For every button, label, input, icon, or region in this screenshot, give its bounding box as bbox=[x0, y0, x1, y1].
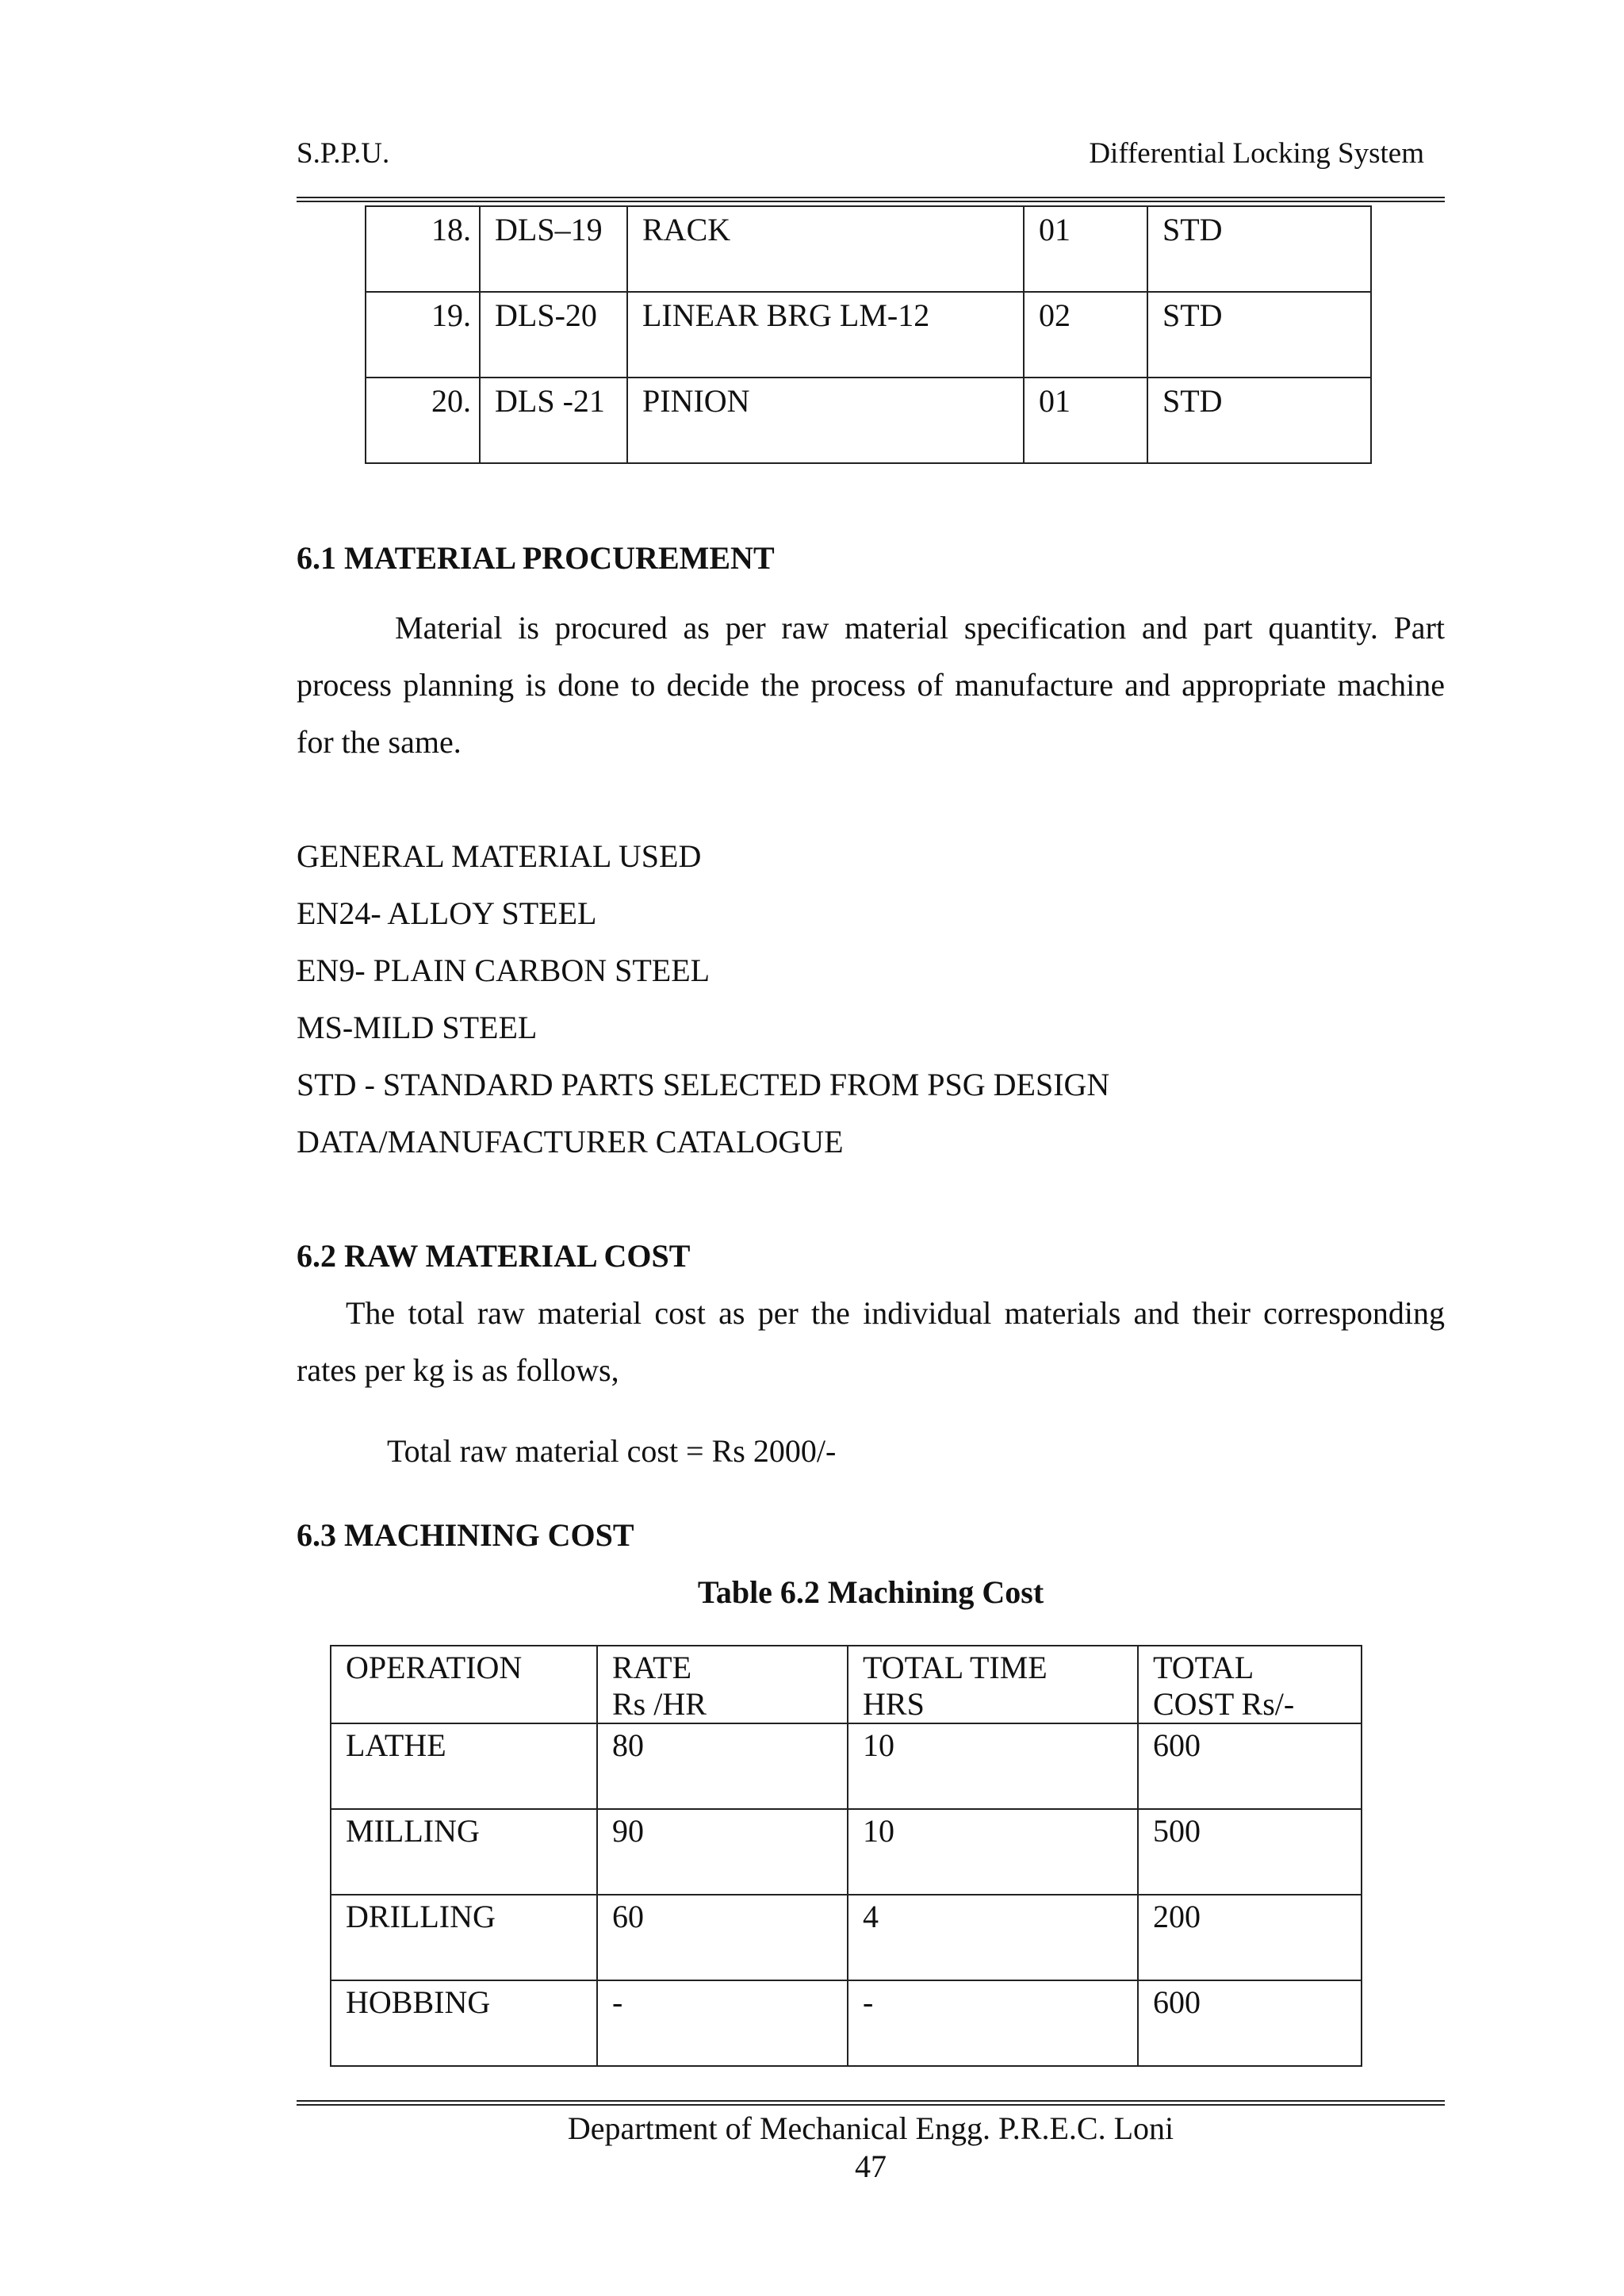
material-line: STD - STANDARD PARTS SELECTED FROM PSG DESIGN bbox=[297, 1067, 1110, 1102]
table-cell: 20. bbox=[366, 378, 480, 463]
page-number: 47 bbox=[855, 2148, 887, 2184]
table-cell: MILLING bbox=[331, 1809, 597, 1895]
header-line: TOTAL bbox=[1153, 1650, 1254, 1685]
header-rule bbox=[297, 197, 1445, 202]
table-cell: LINEAR BRG LM-12 bbox=[627, 292, 1024, 378]
parts-table bbox=[365, 205, 1372, 464]
table-cell: 01 bbox=[1024, 378, 1147, 463]
header-line: OPERATION bbox=[346, 1650, 523, 1685]
table-cell: 18. bbox=[366, 206, 480, 292]
table-cell: STD bbox=[1147, 292, 1371, 378]
table-row bbox=[331, 1980, 1362, 2066]
footer-rule bbox=[297, 2100, 1445, 2106]
table-cell: - bbox=[848, 1980, 1138, 2066]
material-line: MS-MILD STEEL bbox=[297, 1010, 538, 1045]
table-cell: 80 bbox=[597, 1723, 848, 1809]
table-cell: 60 bbox=[597, 1895, 848, 1980]
table-cell: 02 bbox=[1024, 292, 1147, 378]
table-caption: Table 6.2 Machining Cost bbox=[697, 1574, 1044, 1610]
table-row bbox=[366, 378, 1371, 463]
section-heading-6-1: 6.1 MATERIAL PROCUREMENT bbox=[297, 540, 775, 576]
table-row bbox=[366, 292, 1371, 378]
table-row bbox=[331, 1723, 1362, 1809]
material-line: EN9- PLAIN CARBON STEEL bbox=[297, 953, 710, 988]
table-cell: STD bbox=[1147, 378, 1371, 463]
table-cell: 4 bbox=[848, 1895, 1138, 1980]
table-cell: 10 bbox=[848, 1723, 1138, 1809]
table-header-cell bbox=[331, 1646, 597, 1723]
header-line: COST Rs/- bbox=[1153, 1686, 1295, 1722]
machining-cost-table bbox=[330, 1645, 1362, 2067]
section-heading-6-2: 6.2 RAW MATERIAL COST bbox=[297, 1238, 691, 1274]
table-row bbox=[331, 1809, 1362, 1895]
table-cell: 500 bbox=[1138, 1809, 1362, 1895]
table-header-cell bbox=[1138, 1646, 1362, 1723]
table-cell: PINION bbox=[627, 378, 1024, 463]
table-cell: DLS–19 bbox=[480, 206, 627, 292]
table-cell: DRILLING bbox=[331, 1895, 597, 1980]
material-line: GENERAL MATERIAL USED bbox=[297, 838, 702, 874]
header-line: RATE bbox=[612, 1650, 691, 1685]
table-row bbox=[366, 206, 1371, 292]
table-cell: RACK bbox=[627, 206, 1024, 292]
table-cell: 600 bbox=[1138, 1980, 1362, 2066]
table-cell: 600 bbox=[1138, 1723, 1362, 1809]
table-cell: - bbox=[597, 1980, 848, 2066]
total-raw-material-cost: Total raw material cost = Rs 2000/- bbox=[387, 1433, 837, 1469]
header-line: HRS bbox=[863, 1686, 925, 1722]
table-cell: 19. bbox=[366, 292, 480, 378]
paragraph-material-procurement: Material is procured as per raw material specification and part quantity. Part process planning is done to decide the process of manufacture and appropriate machine for the same. bbox=[297, 610, 1445, 760]
material-line: DATA/MANUFACTURER CATALOGUE bbox=[297, 1124, 844, 1159]
table-cell: DLS -21 bbox=[480, 378, 627, 463]
paragraph-raw-material-cost: The total raw material cost as per the individual materials and their corresponding rates per kg is as follows, bbox=[297, 1295, 1445, 1388]
table-cell: 90 bbox=[597, 1809, 848, 1895]
table-cell: HOBBING bbox=[331, 1980, 597, 2066]
header-line: Rs /HR bbox=[612, 1686, 707, 1722]
material-line: EN24- ALLOY STEEL bbox=[297, 895, 597, 931]
section-heading-6-3: 6.3 MACHINING COST bbox=[297, 1517, 634, 1553]
header-left: S.P.P.U. bbox=[297, 137, 390, 170]
table-cell: 01 bbox=[1024, 206, 1147, 292]
table-cell: STD bbox=[1147, 206, 1371, 292]
header-line: TOTAL TIME bbox=[863, 1650, 1048, 1685]
footer-department: Department of Mechanical Engg. P.R.E.C. Loni bbox=[567, 2110, 1174, 2146]
table-cell: 200 bbox=[1138, 1895, 1362, 1980]
table-header-cell bbox=[848, 1646, 1138, 1723]
header-right: Differential Locking System bbox=[1089, 137, 1424, 170]
table-header-row bbox=[331, 1646, 1362, 1723]
table-row bbox=[331, 1895, 1362, 1980]
table-cell: DLS-20 bbox=[480, 292, 627, 378]
table-cell: LATHE bbox=[331, 1723, 597, 1809]
table-header-cell bbox=[597, 1646, 848, 1723]
table-cell: 10 bbox=[848, 1809, 1138, 1895]
